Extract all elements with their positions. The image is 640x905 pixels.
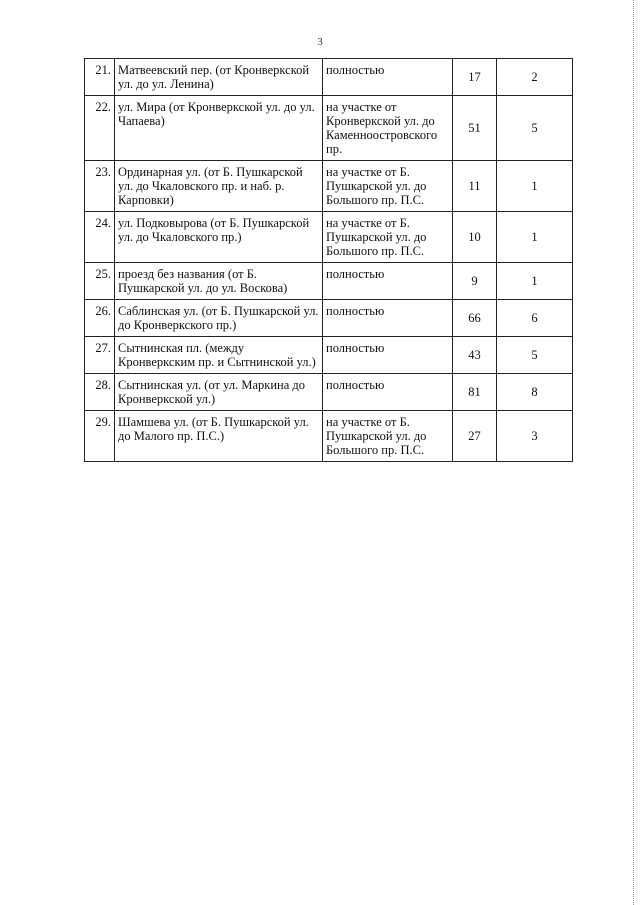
street-name: Матвеевский пер. (от Кронверкской ул. до ул. Ленина) bbox=[115, 59, 323, 96]
houses-count: 9 bbox=[453, 263, 497, 300]
table-row bbox=[85, 96, 573, 161]
row-number: 21. bbox=[85, 59, 115, 96]
street-extent: полностью bbox=[323, 300, 453, 337]
table-body bbox=[85, 59, 573, 462]
row-number: 26. bbox=[85, 300, 115, 337]
points-count: 1 bbox=[497, 161, 573, 212]
points-count: 3 bbox=[497, 411, 573, 462]
table-row bbox=[85, 212, 573, 263]
street-extent: полностью bbox=[323, 374, 453, 411]
row-number: 29. bbox=[85, 411, 115, 462]
houses-count: 11 bbox=[453, 161, 497, 212]
points-count: 5 bbox=[497, 96, 573, 161]
page-number: 3 bbox=[317, 36, 323, 48]
street-extent: на участке от Б. Пушкарской ул. до Большого пр. П.С. bbox=[323, 212, 453, 263]
points-count: 1 bbox=[497, 212, 573, 263]
row-number: 24. bbox=[85, 212, 115, 263]
street-name: ул. Мира (от Кронверкской ул. до ул. Чапаева) bbox=[115, 96, 323, 161]
page-edge-line bbox=[632, 0, 634, 905]
table-row bbox=[85, 374, 573, 411]
table-row bbox=[85, 161, 573, 212]
houses-count: 27 bbox=[453, 411, 497, 462]
row-number: 22. bbox=[85, 96, 115, 161]
table-row bbox=[85, 263, 573, 300]
street-name: Саблинская ул. (от Б. Пушкарской ул. до Кронверкского пр.) bbox=[115, 300, 323, 337]
table-row bbox=[85, 411, 573, 462]
street-name: Сытнинская пл. (между Кронверкским пр. и Сытнинской ул.) bbox=[115, 337, 323, 374]
row-number: 23. bbox=[85, 161, 115, 212]
points-count: 1 bbox=[497, 263, 573, 300]
points-count: 2 bbox=[497, 59, 573, 96]
points-count: 5 bbox=[497, 337, 573, 374]
street-name: Сытнинская ул. (от ул. Маркина до Кронверкской ул.) bbox=[115, 374, 323, 411]
houses-count: 66 bbox=[453, 300, 497, 337]
row-number: 28. bbox=[85, 374, 115, 411]
street-extent: полностью bbox=[323, 263, 453, 300]
street-extent: полностью bbox=[323, 59, 453, 96]
houses-count: 10 bbox=[453, 212, 497, 263]
table-row bbox=[85, 337, 573, 374]
street-name: Ординарная ул. (от Б. Пушкарской ул. до Чкаловского пр. и наб. р. Карповки) bbox=[115, 161, 323, 212]
street-extent: на участке от Кронверкской ул. до Каменноостровского пр. bbox=[323, 96, 453, 161]
houses-count: 43 bbox=[453, 337, 497, 374]
street-name: проезд без названия (от Б. Пушкарской ул. до ул. Воскова) bbox=[115, 263, 323, 300]
table-row bbox=[85, 300, 573, 337]
table-row bbox=[85, 59, 573, 96]
row-number: 25. bbox=[85, 263, 115, 300]
street-name: Шамшева ул. (от Б. Пушкарской ул. до Малого пр. П.С.) bbox=[115, 411, 323, 462]
houses-count: 17 bbox=[453, 59, 497, 96]
streets-table bbox=[84, 58, 573, 462]
houses-count: 51 bbox=[453, 96, 497, 161]
street-extent: на участке от Б. Пушкарской ул. до Большого пр. П.С. bbox=[323, 411, 453, 462]
street-name: ул. Подковырова (от Б. Пушкарской ул. до Чкаловского пр.) bbox=[115, 212, 323, 263]
street-extent: полностью bbox=[323, 337, 453, 374]
street-extent: на участке от Б. Пушкарской ул. до Большого пр. П.С. bbox=[323, 161, 453, 212]
row-number: 27. bbox=[85, 337, 115, 374]
houses-count: 81 bbox=[453, 374, 497, 411]
points-count: 6 bbox=[497, 300, 573, 337]
points-count: 8 bbox=[497, 374, 573, 411]
